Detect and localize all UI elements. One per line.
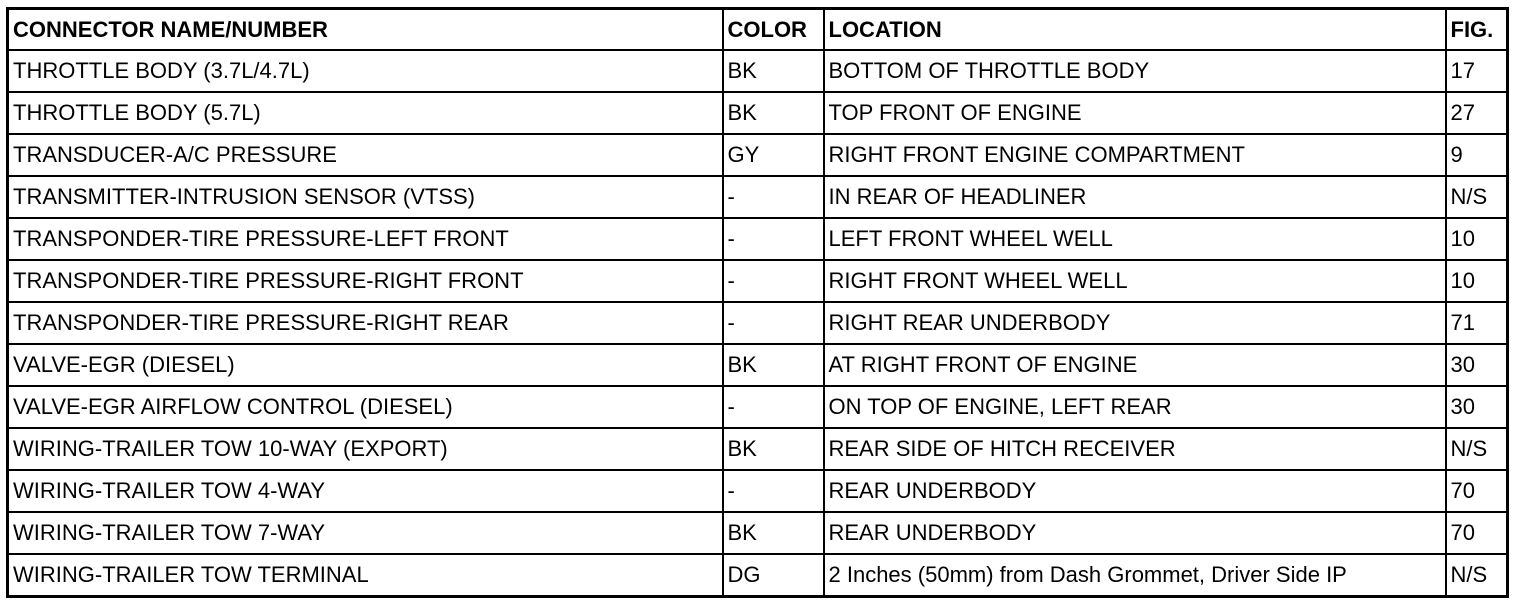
header-row — [8, 9, 1508, 51]
cell-location: REAR UNDERBODY — [824, 512, 1446, 554]
header-fig: FIG. — [1446, 9, 1508, 51]
cell-connector-name: TRANSMITTER-INTRUSION SENSOR (VTSS) — [8, 176, 723, 218]
cell-color: - — [723, 176, 824, 218]
cell-fig: 10 — [1446, 260, 1508, 302]
cell-connector-name: VALVE-EGR (DIESEL) — [8, 344, 723, 386]
cell-color: BK — [723, 92, 824, 134]
cell-location: REAR UNDERBODY — [824, 470, 1446, 512]
header-connector-name: CONNECTOR NAME/NUMBER — [8, 9, 723, 51]
cell-location: ON TOP OF ENGINE, LEFT REAR — [824, 386, 1446, 428]
table-body — [8, 50, 1508, 597]
cell-color: BK — [723, 428, 824, 470]
cell-fig: 71 — [1446, 302, 1508, 344]
table-header — [8, 9, 1508, 51]
table-row — [8, 176, 1508, 218]
cell-color: BK — [723, 50, 824, 92]
cell-color: - — [723, 218, 824, 260]
cell-location: AT RIGHT FRONT OF ENGINE — [824, 344, 1446, 386]
cell-fig: 70 — [1446, 512, 1508, 554]
cell-fig: 9 — [1446, 134, 1508, 176]
cell-fig: 10 — [1446, 218, 1508, 260]
cell-connector-name: TRANSPONDER-TIRE PRESSURE-LEFT FRONT — [8, 218, 723, 260]
cell-location: RIGHT REAR UNDERBODY — [824, 302, 1446, 344]
cell-fig: 70 — [1446, 470, 1508, 512]
header-location: LOCATION — [824, 9, 1446, 51]
cell-color: - — [723, 302, 824, 344]
table-row — [8, 554, 1508, 597]
table-row — [8, 92, 1508, 134]
cell-fig: N/S — [1446, 176, 1508, 218]
cell-fig: 30 — [1446, 386, 1508, 428]
table-row — [8, 302, 1508, 344]
cell-location: 2 Inches (50mm) from Dash Grommet, Driver Side IP — [824, 554, 1446, 597]
cell-location: RIGHT FRONT WHEEL WELL — [824, 260, 1446, 302]
cell-location: BOTTOM OF THROTTLE BODY — [824, 50, 1446, 92]
cell-connector-name: VALVE-EGR AIRFLOW CONTROL (DIESEL) — [8, 386, 723, 428]
cell-color: BK — [723, 344, 824, 386]
table-row — [8, 470, 1508, 512]
cell-connector-name: WIRING-TRAILER TOW 10-WAY (EXPORT) — [8, 428, 723, 470]
cell-fig: 27 — [1446, 92, 1508, 134]
table-row — [8, 50, 1508, 92]
cell-color: DG — [723, 554, 824, 597]
cell-connector-name: THROTTLE BODY (5.7L) — [8, 92, 723, 134]
cell-connector-name: TRANSPONDER-TIRE PRESSURE-RIGHT FRONT — [8, 260, 723, 302]
cell-color: - — [723, 260, 824, 302]
cell-connector-name: WIRING-TRAILER TOW 7-WAY — [8, 512, 723, 554]
cell-connector-name: WIRING-TRAILER TOW TERMINAL — [8, 554, 723, 597]
cell-location: TOP FRONT OF ENGINE — [824, 92, 1446, 134]
table-row — [8, 134, 1508, 176]
cell-fig: N/S — [1446, 428, 1508, 470]
cell-connector-name: WIRING-TRAILER TOW 4-WAY — [8, 470, 723, 512]
cell-fig: N/S — [1446, 554, 1508, 597]
table-row — [8, 386, 1508, 428]
table-row — [8, 218, 1508, 260]
cell-location: REAR SIDE OF HITCH RECEIVER — [824, 428, 1446, 470]
cell-color: GY — [723, 134, 824, 176]
cell-connector-name: TRANSDUCER-A/C PRESSURE — [8, 134, 723, 176]
cell-fig: 30 — [1446, 344, 1508, 386]
header-color: COLOR — [723, 9, 824, 51]
table-row — [8, 512, 1508, 554]
table-row — [8, 260, 1508, 302]
cell-color: - — [723, 386, 824, 428]
cell-color: BK — [723, 512, 824, 554]
cell-color: - — [723, 470, 824, 512]
connector-table — [6, 7, 1509, 598]
cell-location: RIGHT FRONT ENGINE COMPARTMENT — [824, 134, 1446, 176]
cell-location: IN REAR OF HEADLINER — [824, 176, 1446, 218]
table-row — [8, 428, 1508, 470]
cell-fig: 17 — [1446, 50, 1508, 92]
cell-connector-name: TRANSPONDER-TIRE PRESSURE-RIGHT REAR — [8, 302, 723, 344]
table-row — [8, 344, 1508, 386]
cell-connector-name: THROTTLE BODY (3.7L/4.7L) — [8, 50, 723, 92]
cell-location: LEFT FRONT WHEEL WELL — [824, 218, 1446, 260]
